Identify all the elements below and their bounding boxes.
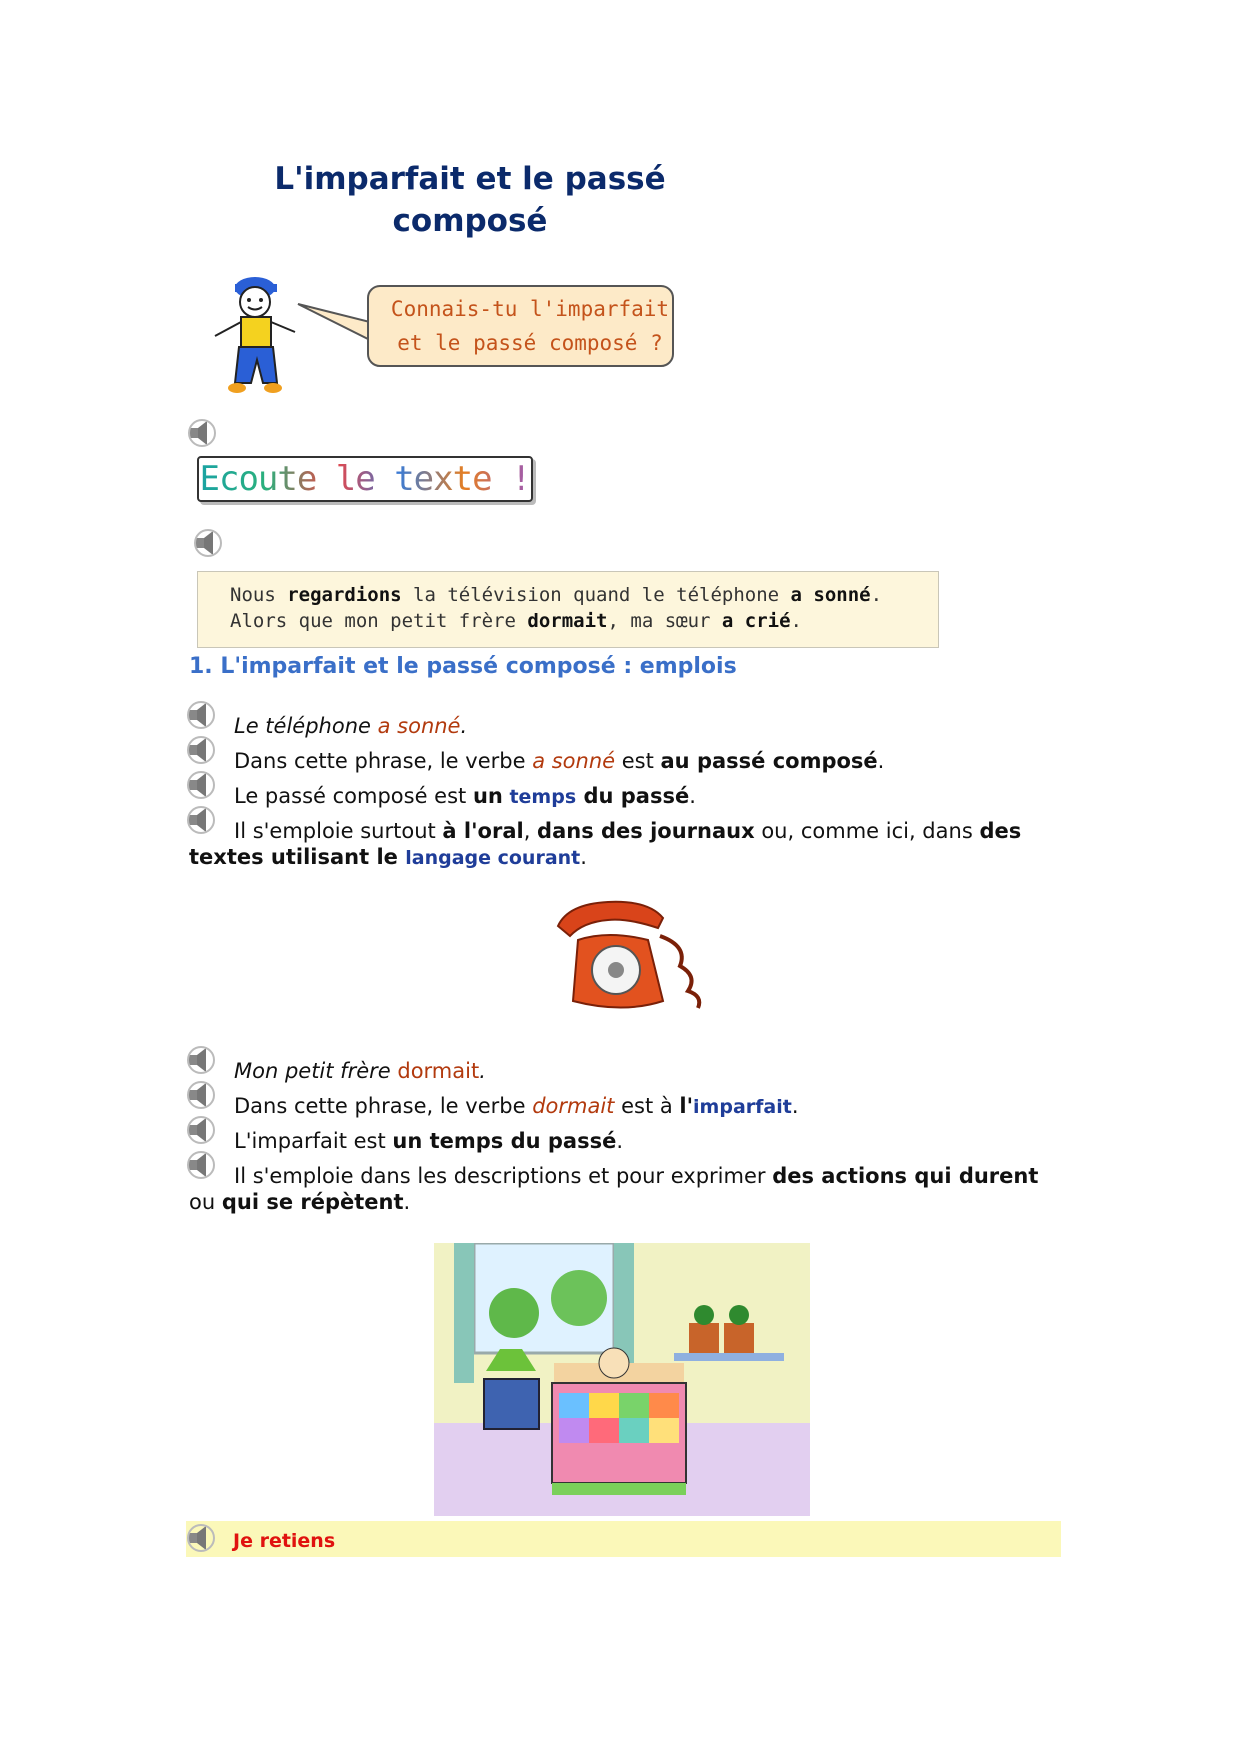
imp-sentence-4: Il s'emploie dans les descriptions et pour exprimer des actions qui durent <box>234 1164 1039 1188</box>
speaker-icon[interactable] <box>186 1045 216 1075</box>
section-title: 1. L'imparfait et le passé composé : emplois <box>189 654 737 679</box>
speaker-icon[interactable] <box>186 1150 216 1180</box>
page-title: L'imparfait et le passé composé <box>274 161 666 239</box>
speaker-icon[interactable] <box>187 418 217 448</box>
ecoute-banner: Ecoute le texte ! <box>197 456 533 502</box>
imparfait-link[interactable]: imparfait <box>693 1096 792 1118</box>
imp-sentence-1: Mon petit frère dormait. <box>234 1059 486 1083</box>
pc-sentence-4: Il s'emploie surtout à l'oral, dans des journaux ou, comme ici, dans des <box>234 819 1022 843</box>
imp-sentence-3: L'imparfait est un temps du passé. <box>234 1129 624 1153</box>
imp-sentence-2: Dans cette phrase, le verbe dormait est à l'imparfait. <box>234 1094 799 1118</box>
pc-sentence-2: Dans cette phrase, le verbe a sonné est au passé composé. <box>234 749 885 773</box>
example-line-2: Alors que mon petit frère dormait, ma sœur a crié. <box>230 610 802 632</box>
speaker-icon[interactable] <box>186 700 216 730</box>
speaker-icon[interactable] <box>186 735 216 765</box>
bubble-text: Connais-tu l'imparfait et le passé composé ? <box>390 297 670 355</box>
imp-sentence-4-cont: ou qui se répètent. <box>189 1190 411 1214</box>
speaker-icon[interactable] <box>186 1523 216 1553</box>
pc-sentence-4-cont: textes utilisant le langage courant. <box>189 845 587 869</box>
je-retiens-label: Je retiens <box>233 1530 336 1552</box>
temps-link[interactable]: temps <box>502 786 577 808</box>
speaker-icon[interactable] <box>193 528 223 558</box>
speaker-icon[interactable] <box>186 1080 216 1110</box>
example-line-1: Nous regardions la télévision quand le téléphone a sonné. <box>230 584 883 606</box>
telephone-illustration <box>548 896 710 1020</box>
speaker-icon[interactable] <box>186 770 216 800</box>
langage-courant-link[interactable]: langage courant <box>405 847 581 869</box>
pc-sentence-3: Le passé composé est un temps du passé. <box>234 784 696 808</box>
bedroom-illustration <box>434 1243 810 1516</box>
pc-sentence-1: Le téléphone a sonné. <box>234 714 468 738</box>
speaker-icon[interactable] <box>186 1115 216 1145</box>
example-text-box <box>197 571 939 648</box>
speaker-icon[interactable] <box>186 805 216 835</box>
